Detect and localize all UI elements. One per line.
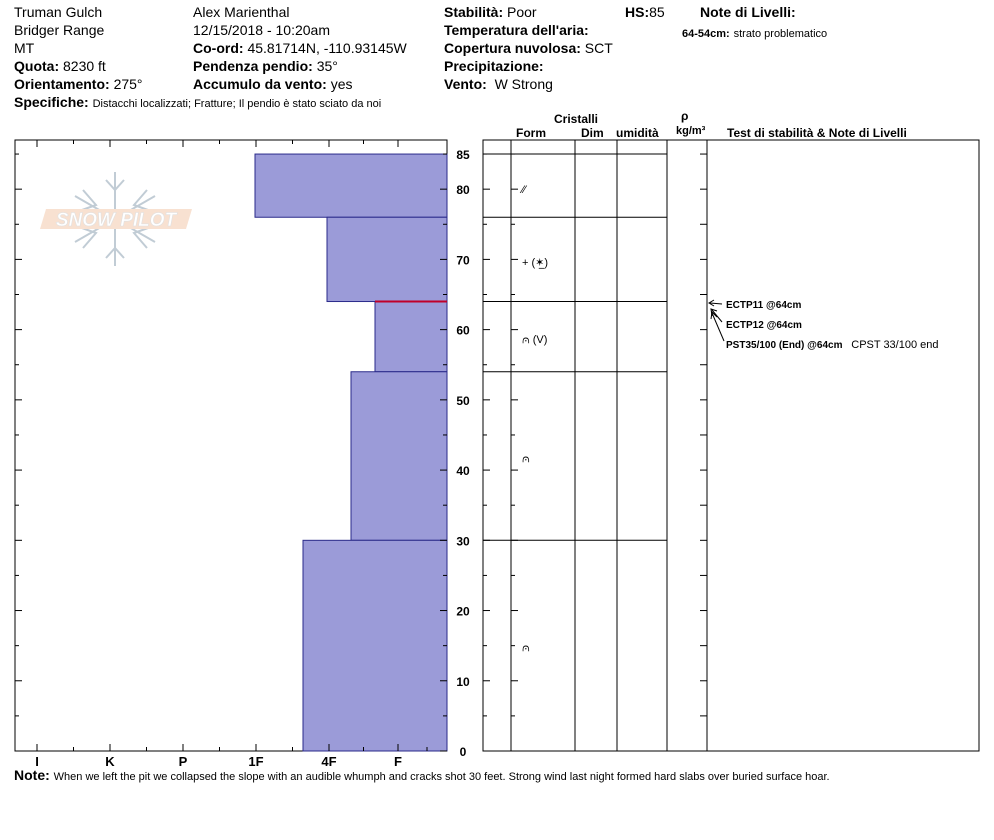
col-rho: ρ bbox=[681, 109, 689, 123]
datetime: 12/15/2018 - 10:20am bbox=[193, 22, 330, 38]
cloud-value: SCT bbox=[584, 40, 613, 56]
col-tests: Test di stabilità & Note di Livelli bbox=[727, 126, 907, 140]
air-temp-label: Temperatura dell'aria: bbox=[444, 22, 589, 38]
depth-tick-label: 70 bbox=[456, 253, 470, 268]
crystal-form-rounded: ⩀ bbox=[522, 453, 530, 465]
state: MT bbox=[14, 40, 35, 56]
layer-note-text: strato problematico bbox=[733, 28, 828, 40]
hardness-layer-bar bbox=[351, 372, 447, 541]
col-umidita: umidità bbox=[616, 126, 659, 140]
depth-tick-label: 10 bbox=[456, 674, 470, 689]
stability-label: Stabilità: bbox=[444, 4, 504, 20]
hardness-tick-label: K bbox=[105, 754, 115, 769]
specifics-label: Specifiche: bbox=[14, 94, 89, 110]
test-2: ECTP12 @64cm bbox=[726, 320, 802, 331]
crystal-form-surface-hoar: ⩀ (V) bbox=[522, 334, 548, 346]
note-text: When we left the pit we collapsed the slope with an audible whumph and cracks shot 30 feet. Strong wind last night formed hard slabs over buried surface hoar. bbox=[53, 771, 830, 783]
stability-value: Poor bbox=[507, 4, 537, 20]
hs-label: HS: bbox=[625, 4, 650, 20]
note-label: Note: bbox=[14, 767, 50, 783]
observer: Alex Marienthal bbox=[193, 4, 290, 20]
aspect-label: Orientamento: bbox=[14, 76, 110, 92]
test-3 bbox=[726, 339, 939, 351]
slope-value: 35° bbox=[316, 58, 338, 74]
depth-tick-label: 50 bbox=[456, 393, 470, 408]
depth-tick-label: 20 bbox=[456, 604, 470, 619]
table-depth-ticks bbox=[483, 154, 707, 751]
layer-note-depth: 64-54cm: bbox=[682, 28, 730, 40]
wind-load-value: yes bbox=[330, 76, 353, 92]
col-density-unit: kg/m³ bbox=[676, 125, 706, 137]
layer-notes-title: Note di Livelli: bbox=[700, 4, 796, 20]
depth-tick-label: 60 bbox=[456, 323, 470, 338]
hardness-tick-label: 4F bbox=[321, 754, 337, 769]
slope-label: Pendenza pendio: bbox=[193, 58, 313, 74]
test-3-label: PST35/100 (End) @64cm bbox=[726, 340, 843, 351]
crystal-form-precip-particles: + (✶̲) bbox=[522, 257, 549, 269]
test-1: ECTP11 @64cm bbox=[726, 300, 802, 311]
range: Bridger Range bbox=[14, 22, 105, 38]
hardness-layer-bar bbox=[375, 302, 447, 372]
hardness-layer-bar bbox=[327, 217, 447, 301]
wind-value: W Strong bbox=[494, 76, 553, 92]
hardness-layer-bar bbox=[255, 154, 447, 217]
col-form: Form bbox=[516, 126, 546, 140]
crystal-form-rounded: ⩀ bbox=[522, 642, 530, 654]
col-cristalli: Cristalli bbox=[554, 112, 599, 126]
depth-tick-label: 80 bbox=[456, 183, 470, 198]
cloud-label: Copertura nuvolosa: bbox=[444, 40, 581, 56]
logo-text: SNOW PILOT bbox=[55, 210, 177, 231]
snowpilot-logo bbox=[40, 172, 192, 266]
wind-load-label: Accumulo da vento: bbox=[193, 76, 327, 92]
aspect-value: 275° bbox=[113, 76, 143, 92]
hardness-tick-label: I bbox=[35, 754, 39, 769]
precip-label: Precipitazione: bbox=[444, 58, 544, 74]
test-3-extra: CPST 33/100 end bbox=[851, 339, 939, 351]
location: Truman Gulch bbox=[14, 4, 103, 20]
elevation-label: Quota: bbox=[14, 58, 60, 74]
elevation-value: 8230 ft bbox=[63, 58, 106, 74]
depth-tick-label: 0 bbox=[459, 745, 467, 759]
hardness-tick-label: F bbox=[394, 754, 402, 769]
test-arrows bbox=[709, 300, 724, 341]
depth-tick-label: 40 bbox=[456, 464, 470, 479]
coord-value: 45.81714N, -110.93145W bbox=[247, 40, 407, 56]
specifics-value: Distacchi localizzati; Fratture; Il pendio è stato sciato da noi bbox=[92, 98, 382, 110]
col-dim: Dim bbox=[581, 126, 604, 140]
hardness-layer-bar bbox=[303, 540, 447, 751]
depth-tick-label: 85 bbox=[456, 148, 470, 163]
depth-tick-label: 30 bbox=[456, 534, 470, 549]
hs-value: 85 bbox=[649, 4, 665, 20]
crystal-form-wind-crust: ⁄⁄ bbox=[522, 184, 526, 196]
note bbox=[14, 767, 830, 785]
hardness-tick-label: P bbox=[178, 754, 188, 769]
crystal-table-frame bbox=[483, 140, 979, 751]
hardness-layers bbox=[255, 154, 447, 751]
hardness-tick-label: 1F bbox=[248, 754, 264, 769]
wind-label: Vento: bbox=[444, 76, 487, 92]
coord-label: Co-ord: bbox=[193, 40, 244, 56]
